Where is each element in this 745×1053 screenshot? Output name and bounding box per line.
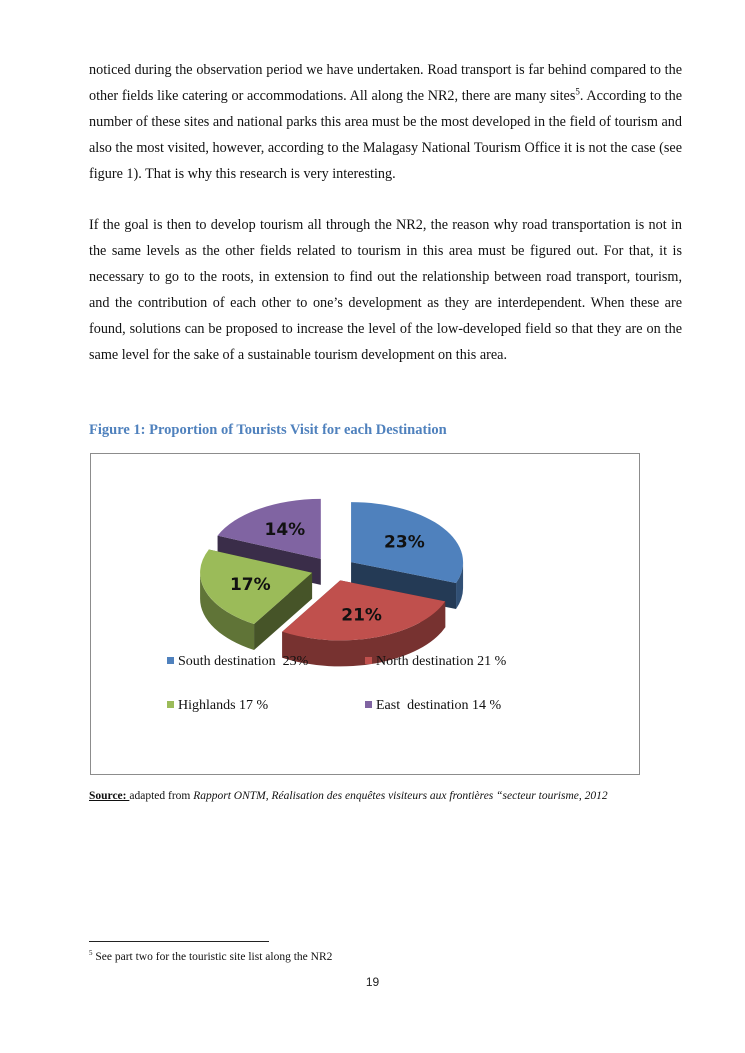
legend-swatch-north [365, 657, 372, 664]
legend-swatch-south [167, 657, 174, 664]
figure-title: Figure 1: Proportion of Tourists Visit for each Destination [89, 422, 447, 438]
data-label-north: 21% [341, 605, 382, 626]
source-text: adapted from [129, 790, 191, 802]
footnote-number: 5 [89, 949, 93, 957]
legend-item-north [365, 654, 506, 670]
body-paragraph-2: If the goal is then to develop tourism all through the NR2, the reason why road transportation is not in the same levels as the other fields related to tourism in this area must be figured out. For that, it is necessary to go to the roots, in extension to find out the relationship between road transport, tourism, and the contribution of each other to one’s development as they are interdependent. When these are found, solutions can be proposed to increase the level of the low-developed field so that they are on the same level for the sake of a sustainable tourism development on this area. [89, 217, 682, 363]
legend-label-highlands: Highlands 17 % [178, 698, 269, 713]
footnote-separator [89, 941, 269, 942]
source-label: Source: [89, 790, 130, 802]
legend-label-east: East destination 14 % [376, 698, 502, 713]
paragraph-1-text-end: . According to the number of these sites and national parks this area must be the most developed in the field of tourism and also the most visited, however, according to the Malagasy National Tourism Office it is not the case (see figure 1). That is why this research is very interesting. [89, 88, 682, 182]
pie-chart-svg [91, 454, 641, 776]
legend-item-highlands [167, 698, 268, 714]
legend-label-north: North destination 21 % [376, 654, 507, 669]
legend-item-south [167, 654, 308, 670]
page-number: 19 [365, 975, 380, 989]
data-label-south: 23% [384, 532, 425, 553]
legend-swatch-east [365, 701, 372, 708]
data-label-east: 14% [264, 519, 306, 540]
source-reference: Rapport ONTM, Réalisation des enquêtes visiteurs aux frontières “secteur tourisme, 2012 [190, 790, 608, 802]
legend-swatch-highlands [167, 701, 174, 708]
legend-label-south: South destination 23% [178, 654, 309, 669]
pie-chart [90, 453, 640, 775]
body-paragraph-1 [89, 57, 682, 187]
legend-item-east [365, 698, 501, 714]
figure-source [89, 790, 608, 802]
footnote [89, 949, 332, 963]
footnote-ref-5: 5 [575, 86, 580, 97]
paragraph-1-text: noticed during the observation period we have undertaken. Road transport is far behind compared to the other fields like catering or accommodations. All along the NR2, there are many sites [89, 62, 682, 104]
footnote-text: See part two for the touristic site list along the NR2 [92, 950, 333, 963]
data-label-highlands: 17% [229, 574, 271, 595]
